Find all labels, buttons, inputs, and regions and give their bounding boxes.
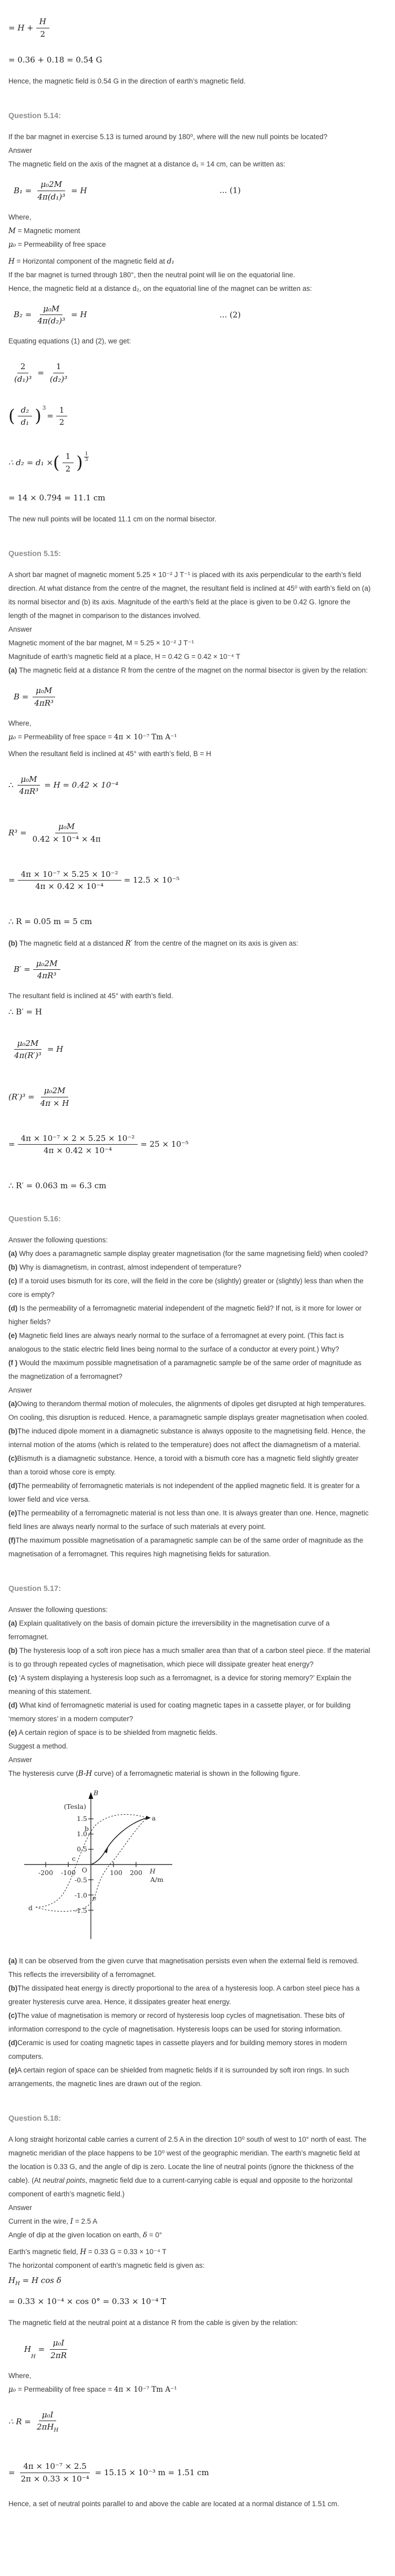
tick-label: 100 bbox=[110, 1868, 122, 1877]
open-paren: ( bbox=[53, 452, 60, 473]
answer-label: Answer bbox=[8, 625, 33, 633]
close-paren: ) bbox=[76, 452, 83, 473]
initial-magnetisation-curve bbox=[91, 1818, 147, 1865]
q517-ab: (b)The dissipated heat energy is directly proportional to the area of a hysteresis loop. A carbon steel piece has a greater hysteresis curve area. Hence, it dissipates greater heat energy. bbox=[8, 1984, 360, 2006]
equation-hh-cos: $H_H = H$ cos δ bbox=[8, 2275, 61, 2287]
q517-qb: (b) The hysteresis loop of a soft iron piece has a much smaller area than that of a carbon steel piece. If the material is to go through repeated cycles of magnetisation, which piece will dissipate greater heat energy? bbox=[8, 1646, 370, 1668]
q517-aa: (a) It can be observed from the given curve that magnetisation persists even when the external field is removed. This reflects the irreversibility of a ferromagnet. bbox=[8, 1956, 359, 1978]
def-magnetic-moment: M = Magnetic moment bbox=[8, 226, 80, 235]
q517-ae: (e)A certain region of space can be shielded from magnetic fields if it is surrounded by soft iron rings. In such arrangements, the magnetic lines are drawn out of the region. bbox=[8, 2066, 349, 2088]
equation-r-relation: ∴ R = $\frac{\text{μ₀I}}{2\pi H_H}$ bbox=[8, 2410, 371, 2434]
equation-r-cubed: R³ = $\frac{\text{μ₀M}}{\text{0.42 × 10⁻⁴ × 4π}}$ bbox=[8, 822, 371, 844]
def-permeability-value: μ₀ = Permeability of free space = 4π × 10⁻⁷ Tm A⁻¹ bbox=[8, 2385, 177, 2394]
point-a-label: a bbox=[152, 1814, 156, 1822]
q516-ac: (c)Bismuth is a diamagnetic substance. Hence, a toroid with a bismuth core has a magnetic field slightly greater than a toroid whose core is empty. bbox=[8, 1454, 359, 1476]
q518-body: A long straight horizontal cable carries a current of 2.5 A in the direction 10⁰ south of west to 10° north of east. The magnetic meridian of the place happens to be 10⁰ west of the geographic meridian. The earth’s magnetic field at the location is 0.33 G, and the angle of dip is zero. Locate the line of neutral points (ignore the thickness of the cable). (At neutral points, magnetic field due to a current-carrying cable is equal and opposite to the horizontal component of earth’s magnetic field.) bbox=[8, 2135, 367, 2198]
equation-equated: $\frac{2}{\text{(d₁)³}}$ = $\frac{1}{\text{(d₂)³}}$ bbox=[8, 362, 371, 384]
equation-r-cubed-value: = $\frac{\text{4π × 10⁻⁷ × 5.25 × 10⁻²}}{\text{4π × 0.42 × 10⁻⁴}}$ = 12.5 × 10⁻⁵ bbox=[8, 869, 180, 892]
q513-conclusion: Hence, the magnetic field is 0.54 G in the direction of earth’s magnetic field. bbox=[8, 77, 246, 85]
tick-label: -1.0 bbox=[74, 1891, 87, 1899]
h-axis-label: H bbox=[150, 1867, 155, 1875]
fraction: $\frac{\text{μ₀2M}}{\text{4π(d₁)³}}$ bbox=[37, 180, 66, 202]
point-d-label: d bbox=[28, 1903, 33, 1912]
def-horizontal-component: H = Horizontal component of the magnetic field at d₁ bbox=[8, 257, 174, 266]
fraction: $\frac{\text{μ₀M}}{\text{4π(d₂)³}}$ bbox=[37, 303, 66, 326]
q517-intro: Answer the following questions: bbox=[8, 1605, 108, 1614]
fraction: $\frac{\text{4π × 10⁻⁷ × 5.25 × 10⁻²}}{\text{4π × 0.42 × 10⁻⁴}}$ bbox=[18, 870, 121, 892]
fraction: $\frac{\text{μ₀2M}}{4\pi \times H}$ bbox=[40, 1086, 69, 1108]
b-axis-arrowhead bbox=[89, 1792, 93, 1799]
origin-label: O bbox=[81, 1866, 87, 1874]
q514-body: If the bar magnet in exercise 5.13 is turned around by 180⁰, where will the new null points be located? bbox=[8, 133, 328, 141]
q515-p4: The resultant field is inclined at 45° with earth’s field. bbox=[8, 992, 173, 1000]
equation-text: = H + bbox=[8, 23, 34, 33]
question-5-14-heading: Question 5.14: bbox=[8, 112, 61, 120]
q516-qd: (d) Is the permeability of a ferromagnetic material independent of the magnetic field? If not, is it more for lower or higher fields? bbox=[8, 1304, 362, 1326]
exponent-fraction: 1 3 bbox=[85, 452, 88, 463]
q517-ad: (d)Ceramic is used for coating magnetic tapes in cassette players and for building memory stores in modern computers. bbox=[8, 2038, 347, 2060]
q516-qf: (f ) Would the maximum possible magnetisation of a paramagnetic sample be of the same order of magnitude as the magnetization of a ferromagnet? bbox=[8, 1358, 362, 1380]
equation-d2-result: ∴ d₂ = d₁ × ( $\frac{1}{2}$ ) 1 3 bbox=[8, 452, 88, 474]
q518-p4: The horizontal component of earth’s magnetic field is given as: bbox=[8, 2261, 205, 2269]
equation-axis-h: $\frac{\text{μ₀2M}}{\text{4π(R′)³}}$ = H bbox=[8, 1039, 371, 1061]
q517-qa: (a) Explain qualitatively on the basis of domain picture the irreversibility in the magnetisation curve of a ferromagnet. bbox=[8, 1619, 330, 1641]
fraction: $\frac{\text{μ₀M}}{\text{4πR³}}$ bbox=[16, 774, 42, 797]
equation-number: ... (1) bbox=[220, 185, 241, 195]
answer-label: Answer bbox=[8, 1386, 33, 1394]
hysteresis-figure bbox=[15, 1786, 371, 1945]
fraction: $\frac{1}{2}$ bbox=[56, 405, 68, 428]
neutral-points-italic: neutral points bbox=[43, 2176, 86, 2184]
q514-p2: If the bar magnet is turned through 180°, then the neutral point will lie on the equatorial line. bbox=[8, 270, 295, 279]
q518-p5: The magnetic field at the neutral point at a distance R from the cable is given by the relation: bbox=[8, 2319, 298, 2327]
fraction: $\frac{1}{2}$ bbox=[63, 452, 74, 474]
point-c-label: c bbox=[72, 1854, 76, 1862]
fraction: $\frac{\text{μ₀M}}{\text{0.42 × 10⁻⁴ × 4π}}$ bbox=[32, 822, 101, 844]
equation-sum-result: = 0.36 + 0.18 = 0.54 G bbox=[8, 55, 102, 65]
tick-label: -1.5 bbox=[74, 1906, 87, 1914]
fraction: $\frac{\text{4π × 10⁻⁷ × 2.5}}{\text{2π × 0.33 × 10⁻⁴}}$ bbox=[20, 2461, 89, 2484]
def-permeability-value: μ₀ = Permeability of free space = 4π × 10⁻⁷ Tm A⁻¹ bbox=[8, 732, 177, 741]
tick-label: 1.5 bbox=[77, 1814, 87, 1823]
where-label: Where, bbox=[8, 719, 32, 727]
question-5-18-heading: Question 5.18: bbox=[8, 2114, 61, 2123]
q514-p1: The magnetic field on the axis of the magnet at a distance d₁ = 14 cm, can be written as: bbox=[8, 160, 286, 168]
q517-ac: (c)The value of magnetisation is memory or record of hysteresis loop cycles of magnetisation. These bits of information correspond to the cycle of magnetisation. Hysteresis loops can be used for storing information. bbox=[8, 2011, 345, 2033]
q517-qe: (e) A certain region of space is to be shielded from magnetic fields. bbox=[8, 1728, 217, 1736]
q516-aa: (a)Owing to therandom thermal motion of molecules, the alignments of dipoles get disrupted at high temperatures. On cooling, this disruption is reduced. Hence, a paramagnetic sample displays greater magnetisation when cooled. bbox=[8, 1399, 369, 1421]
b-axis-unit: (Tesla) bbox=[64, 1802, 86, 1810]
q517-qd: (d) What kind of ferromagnetic material is used for coating magnetic tapes in a cassette player, or for building ‘memory stores’ in a modern computer? bbox=[8, 1701, 351, 1723]
q516-ae: (e)The permeability of a ferromagnetic material is not less than one. It is always greater than one. Hence, magnetic field lines are always nearly normal to the surface of such materials at every point. bbox=[8, 1509, 369, 1531]
tick-label: -100 bbox=[60, 1868, 76, 1877]
q516-ad: (d)The permeability of ferromagnetic materials is not independent of the applied magnetic field. It is greater for a lower field and vice versa. bbox=[8, 1481, 360, 1503]
q516-af: (f)The maximum possible magnetisation of a paramagnetic sample can be of the same order of magnitude as the magnetisation of a ferromagnet. This requires high magnetising fields for saturation. bbox=[8, 1536, 363, 1558]
q516-intro: Answer the following questions: bbox=[8, 1235, 108, 1244]
where-label: Where, bbox=[8, 213, 32, 221]
answer-label: Answer bbox=[8, 1755, 33, 1764]
fraction: $\frac{H}{2}$ bbox=[36, 17, 49, 39]
point-e-label: e bbox=[92, 1893, 97, 1902]
def-permeability: μ₀ = Permeability of free space bbox=[8, 240, 106, 249]
q517-qc: (c) ‘A system displaying a hysteresis loop such as a ferromagnet, is a device for storing memory?’ Explain the meaning of this statement. bbox=[8, 1673, 352, 1695]
equation-hh-value: = 0.33 × 10⁻⁴ × cos 0° = 0.33 × 10⁻⁴ T bbox=[8, 2296, 167, 2306]
tick-label: 1.0 bbox=[77, 1829, 87, 1838]
q515-part-a: (a) The magnetic field at a distance R from the centre of the magnet on the normal bisector is given by the relation: bbox=[8, 666, 368, 674]
q515-p1: Magnetic moment of the bar magnet, M = 5.25 × 10⁻² J T⁻¹ bbox=[8, 639, 194, 647]
equation-ratio-cubed: ( $\frac{\text{d₂}}{\text{d₁}}$ ) 3 = $\frac{1}{2}$ bbox=[8, 405, 371, 428]
q516-ab: (b)The induced dipole moment in a diamagnetic substance is always opposite to the magnetising field. Hence, the internal motion of the atoms (which is related to the temperature) does not affect the diamagnetism of a material. bbox=[8, 1427, 366, 1449]
tick-label: -200 bbox=[38, 1868, 54, 1877]
tick-label: 0.5 bbox=[77, 1845, 87, 1853]
q518-conclusion: Hence, a set of neutral points parallel to and above the cable are located at a normal distance of 1.51 cm. bbox=[8, 2500, 339, 2508]
equation-r-result: ∴ R = 0.05 m = 5 cm bbox=[8, 917, 92, 926]
equation-r-value: = $\frac{\text{4π × 10⁻⁷ × 2.5}}{\text{2π × 0.33 × 10⁻⁴}}$ = 15.15 × 10⁻³ m = 1.51 cm bbox=[8, 2461, 209, 2484]
q514-p3: Hence, the magnetic field at a distance d₂, on the equatorial line of the magnet can be written as: bbox=[8, 284, 312, 292]
hysteresis-bh-curve bbox=[15, 1786, 183, 1943]
fraction: $\frac{2}{\text{(d₁)³}}$ bbox=[14, 362, 32, 384]
q516-qc: (c) If a toroid uses bismuth for its core, will the field in the core be (slightly) greater or (slightly) less than when the core is empty? bbox=[8, 1276, 364, 1299]
equation-b-equals-h: ∴ $\frac{\text{μ₀M}}{\text{4πR³}}$ = H = 0.42 × 10⁻⁴ bbox=[8, 774, 119, 797]
fraction: $\frac{\text{4π × 10⁻⁷ × 2 × 5.25 × 10⁻²}}{\text{4π × 0.42 × 10⁻⁴}}$ bbox=[18, 1134, 138, 1156]
close-paren: ) bbox=[35, 406, 41, 426]
tick-label: -0.5 bbox=[74, 1876, 87, 1884]
q516-qe: (e) Magnetic field lines are always nearly normal to the surface of a ferromagnet at every point. (This fact is analogous to the static electric field lines being normal to the surface of a conductor at every point.) Why? bbox=[8, 1331, 344, 1353]
q518-earth-field: Earth’s magnetic field, H = 0.33 G = 0.33 × 10⁻⁴ T bbox=[8, 2247, 167, 2256]
fraction: $\frac{\text{μ₀2M}}{\text{4πR³}}$ bbox=[33, 959, 61, 981]
fraction: $\frac{\text{μ₀I}}{2\pi H_H}$ bbox=[34, 2410, 61, 2434]
q518-current: Current in the wire, I = 2.5 A bbox=[8, 2217, 98, 2226]
q515-p3: When the resultant field is inclined at 45° with earth’s field, B = H bbox=[8, 749, 211, 758]
q518-dip: Angle of dip at the given location on earth, δ = 0° bbox=[8, 2231, 162, 2239]
q515-p2: Magnitude of earth’s magnetic field at a place, H = 0.42 G = 0.42 × 10⁻⁴ T bbox=[8, 653, 241, 661]
equation-bprime-h: ∴ B′ = H bbox=[8, 1007, 42, 1017]
denominator: $2\pi H_H$ bbox=[36, 2422, 59, 2434]
answer-label: Answer bbox=[8, 2203, 33, 2212]
answer-label: Answer bbox=[8, 146, 33, 154]
exponent: 3 bbox=[42, 405, 46, 411]
q514-conclusion: The new null points will be located 11.1 cm on the normal bisector. bbox=[8, 515, 216, 523]
equation-h-plus-half-h bbox=[8, 17, 371, 39]
equation-1: B₁ = $\frac{\text{μ₀2M}}{\text{4π(d₁)³}}$ = H ... (1) bbox=[14, 180, 241, 202]
equation-rprime-result: ∴ R′ = 0.063 m = 6.3 cm bbox=[8, 1181, 107, 1190]
q514-p4: Equating equations (1) and (2), we get: bbox=[8, 337, 131, 345]
equation-numeric-result: = 14 × 0.794 = 11.1 cm bbox=[8, 493, 106, 502]
question-5-15-heading: Question 5.15: bbox=[8, 550, 61, 558]
point-b-label: b bbox=[85, 1824, 89, 1832]
point-a-arrowhead bbox=[146, 1816, 151, 1820]
b-axis-label: B bbox=[93, 1788, 99, 1797]
fraction: $\frac{\text{μ₀2M}}{\text{4π(R′)³}}$ bbox=[14, 1038, 41, 1061]
fraction: $\frac{1}{\text{(d₂)³}}$ bbox=[49, 362, 68, 384]
q516-qa: (a) Why does a paramagnetic sample display greater magnetisation (for the same magnetising field) when cooled? bbox=[8, 1249, 368, 1258]
equation-b-axis: B′ = $\frac{\text{μ₀2M}}{\text{4πR³}}$ bbox=[14, 959, 371, 981]
h-axis-unit: A/m bbox=[150, 1875, 164, 1883]
fraction: $\frac{\text{μ₀M}}{\text{4πR³}}$ bbox=[31, 686, 57, 708]
equation-hh-relation: H $_H$ = $\frac{\text{μ₀I}}{2\pi R}$ bbox=[24, 2338, 371, 2361]
equation-rprime-cubed: (R′)³ = $\frac{\text{μ₀2M}}{4\pi \times H}$ bbox=[8, 1086, 371, 1108]
equation-rprime-cubed-value: = $\frac{\text{4π × 10⁻⁷ × 2 × 5.25 × 10⁻²}}{\text{4π × 0.42 × 10⁻⁴}}$ = 25 × 10⁻⁵ bbox=[8, 1133, 189, 1156]
fraction: $\frac{\text{d₂}}{\text{d₁}}$ bbox=[18, 405, 33, 428]
tick-label: 200 bbox=[130, 1868, 142, 1877]
q515-body: A short bar magnet of magnetic moment 5.25 × 10⁻² J T⁻¹ is placed with its axis perpendicular to the earth’s field direction. At what distance from the centre of the magnet, the resultant field is inclined at 45⁰ with earth’s field on (a) its normal bisector and (b) its axis. Magnitude of the earth’s field at the place is given to be 0.42 G. Ignore the length of the magnet in comparison to the distances involved. bbox=[8, 571, 371, 620]
question-5-16-heading: Question 5.16: bbox=[8, 1214, 61, 1223]
equation-number: ... (2) bbox=[220, 310, 241, 320]
loop-upper-branch bbox=[36, 1814, 147, 1907]
question-5-17-heading: Question 5.17: bbox=[8, 1584, 61, 1593]
q516-qb: (b) Why is diamagnetism, in contrast, almost independent of temperature? bbox=[8, 1263, 242, 1271]
fraction: $\frac{\text{μ₀I}}{2\pi R}$ bbox=[50, 2338, 67, 2360]
q517-suggest: Suggest a method. bbox=[8, 1742, 68, 1750]
equation-2: B₂ = $\frac{\text{μ₀M}}{\text{4π(d₂)³}}$ = H ... (2) bbox=[14, 303, 241, 326]
open-paren: ( bbox=[8, 406, 15, 426]
where-label: Where, bbox=[8, 2371, 32, 2380]
q515-part-b: (b) The magnetic field at a distanced R′ from the centre of the magnet on its axis is given as: bbox=[8, 939, 298, 948]
q517-fig-intro: The hysteresis curve (B-H curve) of a ferromagnetic material is shown in the following figure. bbox=[8, 1769, 300, 1778]
equation-b-bisector: B = $\frac{\text{μ₀M}}{\text{4πR³}}$ bbox=[14, 686, 371, 708]
